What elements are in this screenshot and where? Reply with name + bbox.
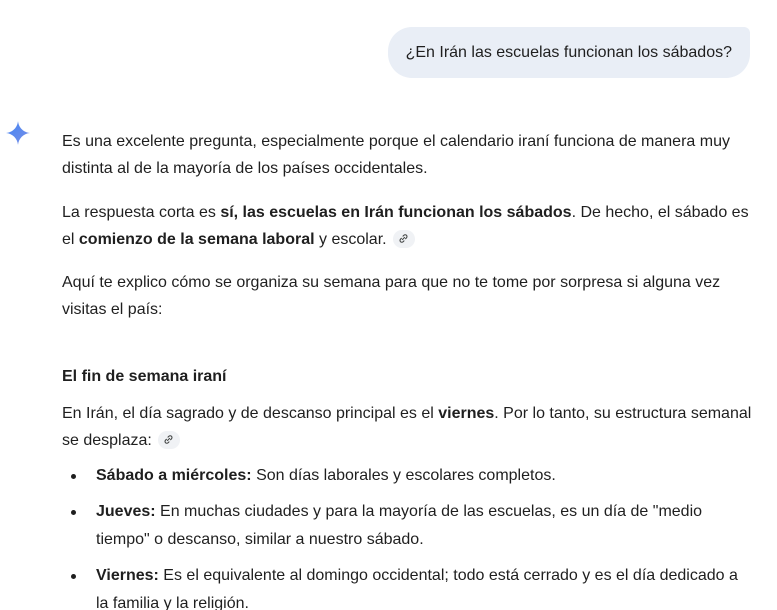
list-item-text: Son días laborales y escolares completos.: [251, 467, 556, 484]
list-item-bold: Viernes:: [96, 567, 159, 584]
answer-bold-yes: sí, las escuelas en Irán funcionan los sábados: [220, 204, 572, 221]
list-item: [62, 498, 752, 554]
user-message-bubble: [388, 27, 750, 78]
gemini-spark-icon: [5, 120, 31, 146]
bullet-dot: [71, 574, 76, 579]
source-link-button[interactable]: [158, 431, 180, 449]
list-item-bold: Sábado a miércoles:: [96, 467, 252, 484]
answer-text-e: y escolar.: [314, 231, 387, 248]
source-link-button[interactable]: [393, 230, 415, 248]
bullet-dot: [71, 510, 76, 515]
section-heading: El fin de semana iraní: [62, 368, 227, 385]
list-item-text: En muchas ciudades y para la mayoría de las escuelas, es un día de "medio tiempo" o descanso, similar a nuestro sábado.: [96, 503, 703, 548]
list-item-bold: Jueves:: [96, 503, 156, 520]
week-structure-list: [62, 462, 752, 610]
user-message-text: ¿En Irán las escuelas funcionan los sábados?: [405, 43, 732, 61]
friday-text-c: . Por lo tanto, su estructura semanal se desplaza:: [62, 405, 752, 449]
response-paragraph-explain: Aquí te explico cómo se organiza su semana para que no te tome por sorpresa si alguna vez visitas el país:: [62, 274, 721, 318]
list-item-text: Es el equivalente al domingo occidental; todo está cerrado y es el día dedicado a la familia y la religión.: [96, 567, 738, 610]
link-icon: [398, 233, 409, 244]
link-icon: [163, 434, 174, 445]
assistant-response: [62, 128, 752, 610]
friday-text-a: En Irán, el día sagrado y de descanso principal es el: [62, 405, 439, 422]
response-paragraph-friday: [62, 400, 752, 454]
bullet-dot: [71, 474, 76, 479]
answer-text-a: La respuesta corta es: [62, 204, 221, 221]
answer-bold-week-start: comienzo de la semana laboral: [78, 231, 315, 248]
response-paragraph-intro: Es una excelente pregunta, especialmente porque el calendario iraní funciona de manera muy distinta al de la mayoría de los países occidentales.: [62, 133, 730, 177]
friday-bold: viernes: [438, 405, 495, 422]
response-paragraph-answer: [62, 199, 752, 253]
answer-text-c: . De hecho, el sábado es el: [62, 204, 749, 248]
list-item: [62, 462, 752, 490]
list-item: [62, 562, 752, 610]
